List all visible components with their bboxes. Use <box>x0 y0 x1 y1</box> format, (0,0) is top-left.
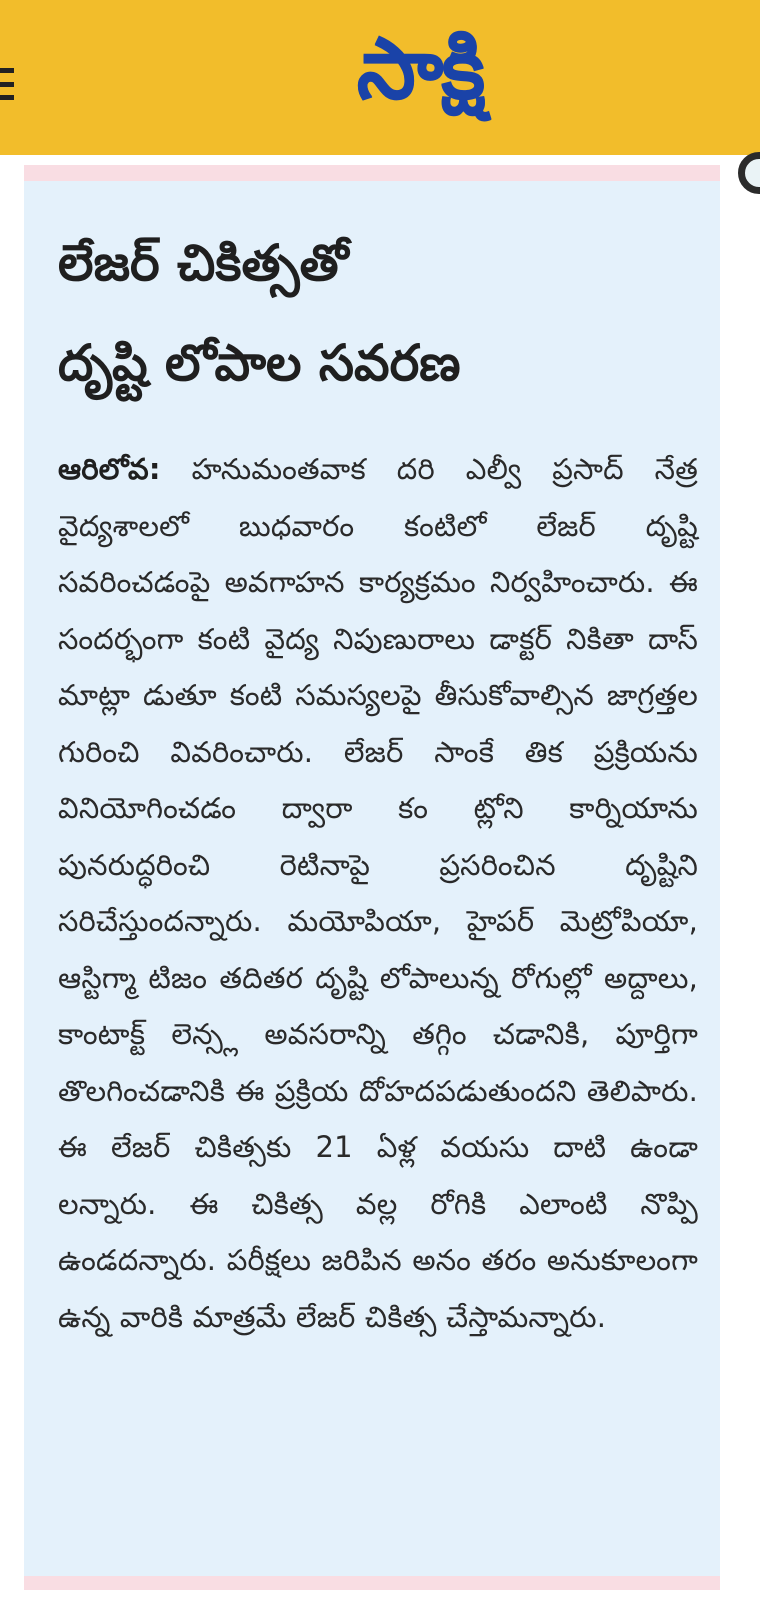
article-dateline: ఆరిలోవ: <box>58 452 161 486</box>
article-body-text: హనుమంతవాక దరి ఎల్వీ ప్రసాద్ నేత్ర వైద్యశాలలో బుధవారం కంటిలో లేజర్ దృష్టి సవరించడంపై అవగాహన కార్యక్రమం నిర్వహించారు. ఈ సందర్భంగా కంటి వైద్య నిపుణురాలు డాక్టర్ నికితా దాస్ మాట్లా డుతూ కంటి సమస్యలపై తీసుకోవాల్సిన జాగ్రత్తల గురించి వివరించారు. లేజర్ సాంకే తిక ప్రక్రియను వినియోగించడం ద్వారా కం ట్లోని కార్నియాను పునరుద్ధరించి రెటినాపై ప్రసరించిన దృష్టిని సరిచేస్తుందన్నారు. మయోపియా, హైపర్ మెట్రోపియా, ఆస్టిగ్మా టిజం తదితర దృష్టి లోపాలున్న రోగుల్లో అద్దాలు, కాంటాక్ట్ లెన్స్ల అవసరాన్ని తగ్గిం చడానికి, పూర్తిగా తొలగించడానికి ఈ ప్రక్రియ దోహదపడుతుందని తెలిపారు. ఈ లేజర్ చికిత్సకు 21 ఏళ్ల వయసు దాటి ఉండా లన్నారు. ఈ చికిత్స వల్ల రోగికి ఎలాంటి నొప్పి ఉండదన్నారు. పరీక్షలు జరిపిన అనం తరం అనుకూలంగా ఉన్న వారికి మాత్రమే లేజర్ చికిత్స చేస్తామన్నారు. <box>58 452 698 1334</box>
article-body <box>58 441 698 1345</box>
hamburger-menu-icon[interactable] <box>0 68 14 100</box>
news-clipping <box>24 165 720 1590</box>
floating-button-icon[interactable] <box>738 150 760 198</box>
app-header <box>0 0 760 155</box>
sakshi-logo[interactable]: సాక్షి <box>356 18 484 117</box>
article-headline: లేజర్ చికిత్సతో దృష్టి లోపాల సవరణ <box>58 234 461 392</box>
